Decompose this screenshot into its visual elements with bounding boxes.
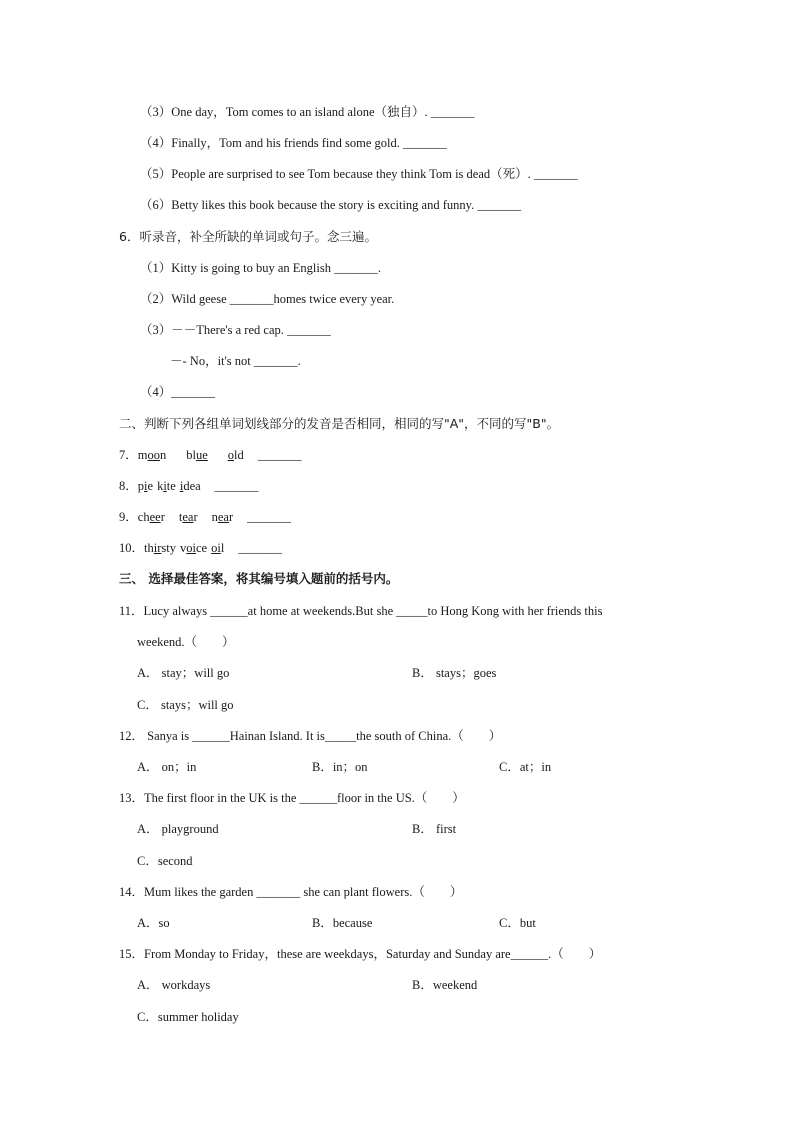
q12-stem: 12． Sanya is ______Hainan Island. It is_____the south of China.（ ） xyxy=(119,729,502,743)
q10-blank: _______ xyxy=(238,541,283,555)
section3-heading: 三、 选择最佳答案，将其编号填入题前的括号内。 xyxy=(119,571,399,586)
q6-item-2: （2）Wild geese _______homes twice every year. xyxy=(140,292,395,306)
q12-option-a[interactable]: A． on；in xyxy=(137,760,197,774)
q7: 7．moon blue old _______ xyxy=(119,448,302,462)
q13-option-c[interactable]: C．second xyxy=(137,854,193,868)
q14-option-a[interactable]: A．so xyxy=(137,916,170,930)
q7-blank: _______ xyxy=(257,448,302,462)
q11-option-c[interactable]: C． stays；will go xyxy=(137,698,234,712)
q6-item-3: （3）－－There's a red cap. _______ xyxy=(140,323,331,337)
q14-option-c[interactable]: C．but xyxy=(499,916,536,930)
q5-item-5: （5）People are surprised to see Tom because they think Tom is dead（死）. _______ xyxy=(140,167,578,181)
q14-stem: 14．Mum likes the garden _______ she can plant flowers.（ ） xyxy=(119,885,463,899)
q5-item-3: （3）One day，Tom comes to an island alone（独自）. _______ xyxy=(140,105,475,119)
q11-option-b[interactable]: B． stays；goes xyxy=(412,666,497,680)
q15-option-c[interactable]: C．summer holiday xyxy=(137,1010,239,1024)
q8: 8．pie kite idea _______ xyxy=(119,479,259,493)
q12-option-b[interactable]: B．in；on xyxy=(312,760,368,774)
q6-item-3-reply: －- No，it's not _______. xyxy=(170,354,301,368)
q6-item-4: （4）_______ xyxy=(140,385,216,399)
q15-stem: 15．From Monday to Friday，these are weekdays，Saturday and Sunday are______.（ ） xyxy=(119,947,602,961)
q11-stem: 11．Lucy always ______at home at weekends.But she _____to Hong Kong with her friends this xyxy=(119,604,603,618)
q15-option-b[interactable]: B．weekend xyxy=(412,978,478,992)
q9: 9．cheer tear near _______ xyxy=(119,510,291,524)
q5-item-4: （4）Finally，Tom and his friends find some gold. _______ xyxy=(140,136,447,150)
q5-item-6: （6）Betty likes this book because the story is exciting and funny. _______ xyxy=(140,198,522,212)
q6-item-1: （1）Kitty is going to buy an English _______. xyxy=(140,261,381,275)
q8-blank: _______ xyxy=(214,479,259,493)
q6-stem: 6．听录音，补全所缺的单词或句子。念三遍。 xyxy=(119,229,377,244)
q14-option-b[interactable]: B．because xyxy=(312,916,373,930)
q13-option-a[interactable]: A． playground xyxy=(137,822,219,836)
q13-stem: 13．The first floor in the UK is the ______floor in the US.（ ） xyxy=(119,791,465,805)
q11-stem-cont: weekend.（ ） xyxy=(137,635,235,649)
q11-option-a[interactable]: A． stay；will go xyxy=(137,666,230,680)
q15-option-a[interactable]: A． workdays xyxy=(137,978,211,992)
q13-option-b[interactable]: B． first xyxy=(412,822,457,836)
q10: 10．thirsty voice oil _______ xyxy=(119,541,283,555)
section2-heading: 二、判断下列各组单词划线部分的发音是否相同，相同的写"A"，不同的写"B"。 xyxy=(119,416,560,431)
q9-blank: _______ xyxy=(247,510,291,524)
q12-option-c[interactable]: C．at；in xyxy=(499,760,552,774)
